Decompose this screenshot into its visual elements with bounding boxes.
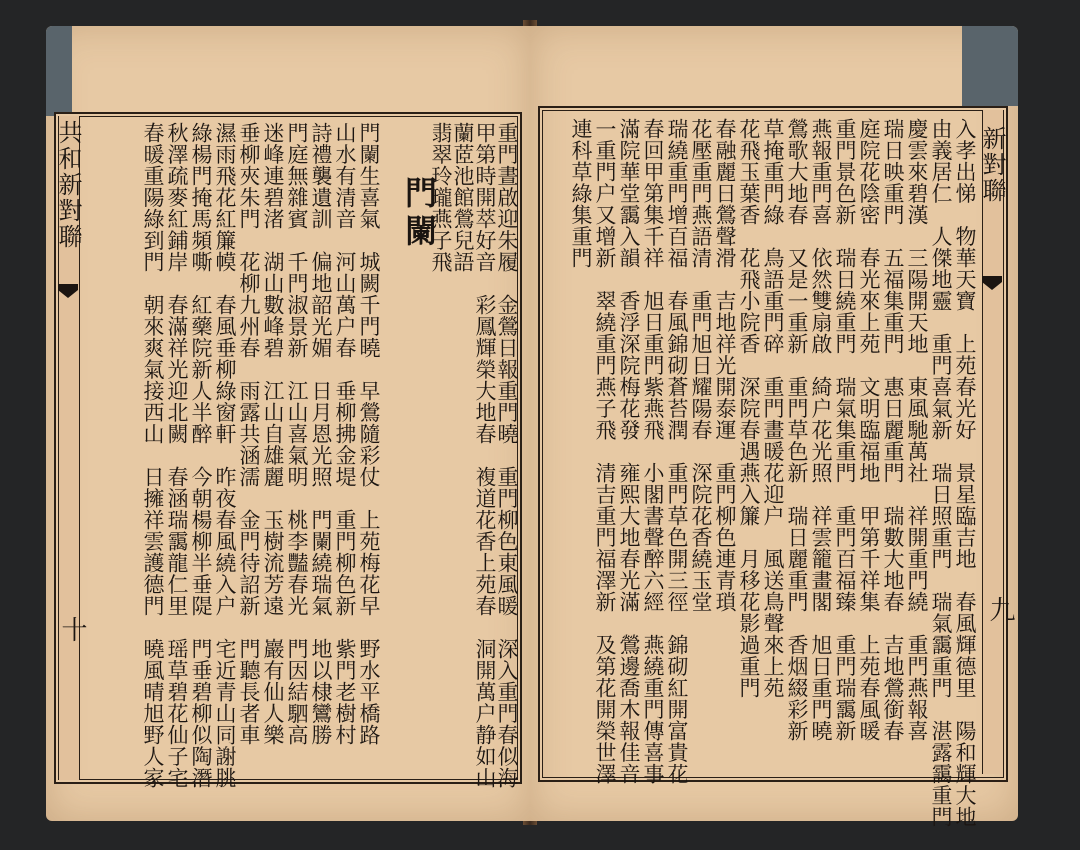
- left-folio: 十: [57, 616, 87, 642]
- left-page-column: 重門晝啟迎朱履 金鶯日報重門曉 重門柳色東風暖 深入重門春似海: [495, 122, 519, 789]
- right-page-column: 入孝出悌 物華天寶 上苑春光好 景星臨吉地 春風輝德里 陽和輝大地: [953, 118, 977, 828]
- poem-column: 山水有清音 河山萬户春 垂柳拂金堤 重門柳色新 紫門老樹村: [333, 122, 357, 746]
- right-page-column: 一重門户又增新 翠繞重門燕子飛 清吉重門福澤新 及第花開榮世澤: [593, 118, 617, 785]
- left-band-title: 共和新對聯: [54, 120, 82, 250]
- poem-column: 濕雨飛花紅簾幙 春風垂柳綠窗軒 昨夜春風繞入户 宅近青山同謝朓: [213, 122, 237, 789]
- poem-column: 春暖重陽綠到門 朝來爽氣接西山 日擁祥雲護德門 曉風晴旭野人家: [141, 122, 165, 789]
- right-page-column: 滿院華堂靄入韻 香浮深院梅花發 雍熙大地春光滿 鶯邊喬木報佳音: [617, 118, 641, 785]
- poem-column: 垂柳夾朱門 花柳九州春 雨露共涵濡 金門待詔新 門聽長者車: [237, 122, 261, 746]
- worn-corner: [962, 26, 1018, 106]
- right-page-column: 草掩重門綠 鳥語重門碎 重門畫暖花迎户 風送鳥聲來上苑: [761, 118, 785, 699]
- left-page-column: 蘭茝池館鶯兒語: [451, 122, 475, 273]
- right-page-column: 庭院花陰密 春光來上苑 文明臨福地 甲第千祥集 上苑春風暖: [857, 118, 881, 742]
- poem-column: 秋澤疏麥紅鋪岸 春滿祥光迎北闕 春涵瑞靄龍仁里 瑶草碧花仙子宅: [165, 122, 189, 789]
- poem-column: 門闌生喜氣 城闕千門曉 早鶯隨彩仗 上苑梅花早 野水平橋路: [357, 122, 381, 746]
- poem-column: 綠楊門掩馬頻嘶 紅藥院新人半醉 今朝楊柳半垂隄 門垂碧柳似陶潛: [189, 122, 213, 789]
- right-page-column: 瑞日映重門 五福集重門 惠日麗重門 瑞數大地春 吉地鶯銜春: [881, 118, 905, 742]
- right-page-column: 慶雲來碧漢 三陽開天地 東風馳萬社 祥開重門繞 重門燕報喜: [905, 118, 929, 742]
- right-page-column: 春融麗日鶯聲滑 吉地祥光開泰運 重門柳色連青瑣: [713, 118, 737, 613]
- right-page-column: 連科草綠集重門: [569, 118, 593, 269]
- section-heading: 門闌: [400, 176, 438, 252]
- fish-tail-ornament-icon: [982, 276, 1002, 292]
- left-page-column: 甲第時開萃好音 彩鳳輝榮大地春 複道花香上苑春 洞開萬户静如山: [473, 122, 497, 789]
- right-page-column: 鶯歌大地春 又是一重新 重門草色新 瑞日麗重門 香烟綴彩新: [785, 118, 809, 742]
- poem-column: 迷峰連碧渚 湖山數峰碧 江山自雄麗 玉樹流芳遠 巖有仙人樂: [261, 122, 285, 746]
- left-page-column: 翡翠玲瓏燕子飛: [429, 122, 453, 273]
- left-page: [46, 26, 530, 821]
- right-page-column: 重門景色新 瑞日繞重門 瑞氣集重門 重門百福臻 重門瑞靄新: [833, 118, 857, 742]
- right-page-column: 燕報重門喜 依然雙扇啟 綺户花光照 祥雲籠畫閣 旭日重門曉: [809, 118, 833, 742]
- right-center-band: [978, 110, 1006, 774]
- fish-tail-ornament-icon: [58, 284, 78, 300]
- right-page-column: 花飛玉葉香 花飛小院香 深院春遇燕入簾 月移花影過重門: [737, 118, 761, 699]
- right-folio: 九: [985, 596, 1015, 622]
- right-page-column: 瑞繞重門增百福 春風錦砌蒼苔潤 重門草色開三徑 錦砌紅開富貴花: [665, 118, 689, 785]
- right-page-column: 由義居仁 人傑地靈 重門喜氣新 瑞日照重門 瑞氣靄重門 湛露靄重門: [929, 118, 953, 828]
- right-page: [530, 26, 1018, 828]
- worn-corner: [46, 26, 72, 116]
- right-band-title: 新對聯: [978, 126, 1006, 204]
- right-page-column: 春回甲第集千祥 旭日重門紫燕飛 小閣書聲醉六經 燕繞重門傳喜事: [641, 118, 665, 785]
- poem-column: 詩禮襲遺訓 偏地韶光媚 日月恩光照 門闌繞瑞氣 地以棣鸞勝: [309, 122, 333, 746]
- right-page-column: 花壓重門燕語清 重門旭日耀陽春 深院花香繞玉堂: [689, 118, 713, 613]
- poem-column: 門庭無雜賓 千門淑景新 江山喜氣明 桃李豔春光 門因結駟高: [285, 122, 309, 746]
